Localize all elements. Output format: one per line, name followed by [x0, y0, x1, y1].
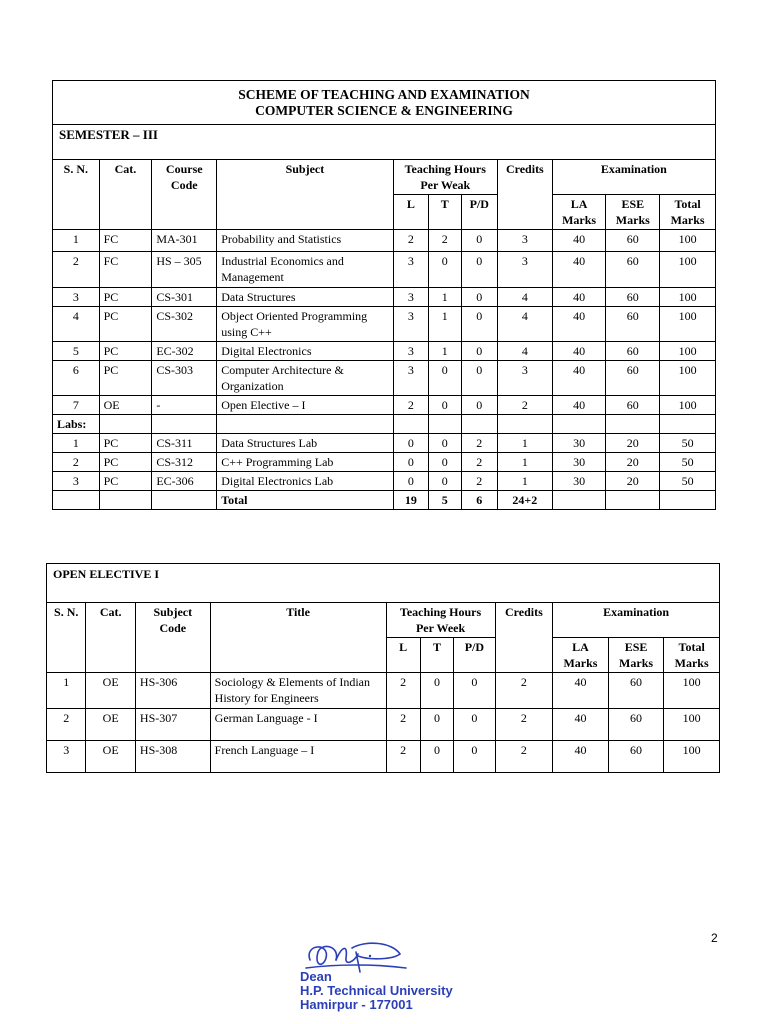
col-la: LA Marks [553, 638, 609, 673]
col-pd: P/D [461, 195, 497, 230]
col-sn: S. N. [47, 603, 86, 673]
col-total: Total Marks [660, 195, 716, 230]
table-row: 3 PC EC-306 Digital Electronics Lab 0 0 2 1 30 20 50 [53, 472, 716, 491]
col-l: L [386, 638, 420, 673]
scheme-title-row [53, 81, 716, 125]
table-row: 3 PC CS-301 Data Structures 3 1 0 4 40 60 100 [53, 288, 716, 307]
col-cat: Cat. [99, 160, 152, 230]
col-la: LA Marks [552, 195, 606, 230]
dean-stamp [300, 970, 453, 1012]
col-l: L [393, 195, 428, 230]
col-credits: Credits [497, 160, 552, 230]
col-pd: P/D [454, 638, 495, 673]
table-row: 7 OE - Open Elective – I 2 0 0 2 40 60 100 [53, 396, 716, 415]
stamp-line-3: Hamirpur - 177001 [300, 997, 413, 1012]
col-ese: ESE Marks [606, 195, 660, 230]
stamp-line-1: Dean [300, 969, 332, 984]
header-row [53, 160, 716, 195]
col-cat: Cat. [86, 603, 136, 673]
page-number: 2 [711, 931, 718, 945]
table-row: 1 FC MA-301 Probability and Statistics 2 2 0 3 40 60 100 [53, 230, 716, 252]
labs-label: Labs: [53, 415, 100, 434]
table-row: 5 PC EC-302 Digital Electronics 3 1 0 4 40 60 100 [53, 342, 716, 361]
col-teaching-hours: Teaching Hours Per Week [386, 603, 495, 638]
col-title: Title [210, 603, 386, 673]
col-total: Total Marks [664, 638, 720, 673]
col-teaching-hours: Teaching Hours Per Weak [393, 160, 497, 195]
signature-dot [369, 955, 371, 957]
table-row: 4 PC CS-302 Object Oriented Programming using C++ 3 1 0 4 40 60 100 [53, 307, 716, 342]
table-row: 1 OE HS-306 Sociology & Elements of Indian History for Engineers 2 0 0 2 40 60 100 [47, 673, 720, 709]
col-examination: Examination [552, 160, 715, 195]
col-course-code: Course Code [152, 160, 217, 230]
table-row: 2 FC HS – 305 Industrial Economics and Management 3 0 0 3 40 60 100 [53, 252, 716, 288]
scheme-table [52, 80, 716, 510]
header-row [47, 603, 720, 638]
table-row: 2 OE HS-307 German Language - I 2 0 0 2 40 60 100 [47, 709, 720, 741]
scheme-title: SCHEME OF TEACHING AND EXAMINATION COMPUTER SCIENCE & ENGINEERING [53, 81, 716, 125]
col-ese: ESE Marks [608, 638, 664, 673]
open-elective-title: OPEN ELECTIVE I [47, 564, 720, 603]
total-row: Total 19 5 6 24+2 [53, 491, 716, 510]
table-row: 1 PC CS-311 Data Structures Lab 0 0 2 1 30 20 50 [53, 434, 716, 453]
col-sn: S. N. [53, 160, 100, 230]
table-row: 2 PC CS-312 C++ Programming Lab 0 0 2 1 30 20 50 [53, 453, 716, 472]
col-examination: Examination [553, 603, 720, 638]
total-label: Total [217, 491, 393, 510]
labs-label-row [53, 415, 716, 434]
open-elective-title-row [47, 564, 720, 603]
semester-row [53, 125, 716, 160]
col-t: T [420, 638, 453, 673]
stamp-line-2: H.P. Technical University [300, 983, 453, 998]
col-credits: Credits [495, 603, 553, 673]
table-row: 3 OE HS-308 French Language – I 2 0 0 2 40 60 100 [47, 741, 720, 773]
semester-label: SEMESTER – III [53, 125, 716, 160]
table-row: 6 PC CS-303 Computer Architecture & Organization 3 0 0 3 40 60 100 [53, 361, 716, 396]
col-t: T [429, 195, 461, 230]
open-elective-table [46, 563, 720, 773]
col-subject-code: Subject Code [135, 603, 210, 673]
col-subject: Subject [217, 160, 393, 230]
